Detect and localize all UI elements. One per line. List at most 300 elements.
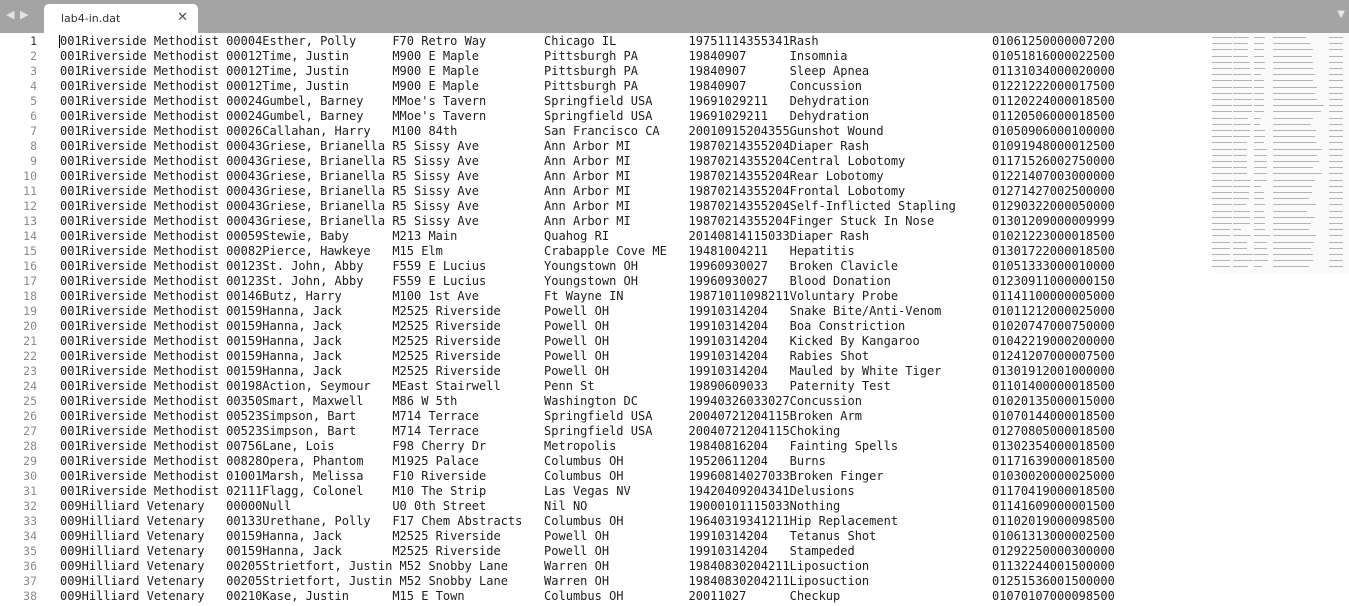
minimap-mark (1304, 93, 1315, 94)
minimap-mark (1329, 130, 1343, 131)
minimap-mark (1304, 180, 1316, 181)
minimap-mark (1273, 74, 1291, 75)
minimap-mark (1212, 266, 1230, 267)
minimap-mark (1304, 186, 1312, 187)
minimap-mark (1254, 74, 1261, 75)
minimap-mark (1254, 149, 1267, 150)
minimap-mark (1212, 142, 1232, 143)
code-line[interactable]: 001Riverside Methodist 00523Simpson, Bart M714 Terrace Springfield USA 20040721204115Choking 01270805000018500 (60, 424, 1115, 438)
minimap-mark (1329, 62, 1343, 63)
minimap-mark (1212, 56, 1232, 57)
minimap-mark (1212, 74, 1232, 75)
minimap-mark (1237, 130, 1250, 131)
minimap-mark (1273, 49, 1291, 50)
code-line[interactable]: 001Riverside Methodist 00012Time, Justin M900 E Maple Pittsburgh PA 19840907 Insomnia 01051816000022500 (60, 49, 1115, 63)
minimap-mark (1212, 260, 1230, 261)
code-line[interactable]: 009Hilliard Vetenary 00205Strietfort, Justin M52 Snobby Lane Warren OH 19840830204211Liposuction 01251536001500000 (60, 574, 1115, 588)
minimap-mark (1273, 167, 1291, 168)
code-line[interactable]: 009Hilliard Vetenary 00205Strietfort, Justin M52 Snobby Lane Warren OH 19840830204211Liposuction 01132244001500000 (60, 559, 1115, 573)
minimap-mark (1212, 93, 1232, 94)
code-line[interactable]: 001Riverside Methodist 00043Griese, Brianella R5 Sissy Ave Ann Arbor MI 19870214355204Central Lobotomy 01171526002750000 (60, 154, 1115, 168)
minimap-mark (1237, 118, 1248, 119)
minimap-mark (1291, 180, 1304, 181)
minimap-mark (1304, 99, 1318, 100)
minimap-mark (1329, 204, 1343, 205)
minimap-mark (1329, 37, 1343, 38)
minimap-mark (1212, 37, 1232, 38)
minimap-mark (1254, 211, 1264, 212)
minimap-mark (1273, 142, 1291, 143)
minimap-mark (1254, 204, 1265, 205)
minimap-mark (1304, 149, 1322, 150)
line-number: 31 (23, 484, 37, 498)
minimap-mark (1329, 80, 1343, 81)
minimap-mark (1291, 266, 1304, 267)
minimap-mark (1212, 198, 1232, 199)
code-line[interactable]: 001Riverside Methodist 00159Hanna, Jack M2525 Riverside Powell OH 19910314204 Snake Bite/Anti-Venom 01011212000025000 (60, 304, 1115, 318)
line-number: 21 (23, 334, 37, 348)
line-number: 15 (23, 244, 37, 258)
minimap-mark (1273, 87, 1291, 88)
minimap-mark (1273, 37, 1291, 38)
tab-title: lab4-in.dat (61, 12, 121, 25)
minimap-mark (1254, 192, 1264, 193)
minimap-mark (1254, 155, 1267, 156)
line-number: 23 (23, 364, 37, 378)
minimap-mark (1273, 99, 1291, 100)
code-line[interactable]: 001Riverside Methodist 00004Esther, Polly F70 Retro Way Chicago IL 19751114355341Rash 01061250000007200 (60, 34, 1115, 48)
minimap-mark (1237, 80, 1252, 81)
minimap-mark (1291, 248, 1304, 249)
code-line[interactable]: 001Riverside Methodist 00350Smart, Maxwell M86 W 5th Washington DC 19940326033027Concussion 01020135000015000 (60, 394, 1115, 408)
minimap-mark (1291, 217, 1304, 218)
minimap-mark (1291, 155, 1304, 156)
minimap-mark (1329, 173, 1343, 174)
minimap-mark (1237, 62, 1250, 63)
minimap-mark (1212, 223, 1232, 224)
minimap-mark (1329, 248, 1343, 249)
minimap-mark (1273, 173, 1291, 174)
minimap-mark (1329, 192, 1343, 193)
minimap-mark (1291, 186, 1304, 187)
minimap-mark (1329, 136, 1343, 137)
minimap-mark (1254, 87, 1264, 88)
tab-overflow-chevron-down-icon[interactable]: ▼ (1337, 9, 1345, 20)
minimap-mark (1237, 186, 1250, 187)
minimap-mark (1212, 235, 1230, 236)
minimap-mark (1329, 118, 1343, 119)
minimap-mark (1329, 105, 1343, 106)
code-line[interactable]: 001Riverside Methodist 00043Griese, Brianella R5 Sissy Ave Ann Arbor MI 19870214355204Rear Lobotomy 01221407003000000 (60, 169, 1115, 183)
minimap-mark (1304, 173, 1322, 174)
minimap-mark (1291, 43, 1304, 44)
minimap-mark (1212, 149, 1232, 150)
minimap-mark (1304, 118, 1313, 119)
line-number: 1 (30, 34, 37, 48)
minimap-mark (1237, 142, 1247, 143)
minimap-mark (1304, 167, 1313, 168)
minimap-mark (1291, 111, 1304, 112)
minimap-mark (1273, 56, 1291, 57)
minimap-mark (1304, 211, 1308, 212)
minimap-mark (1273, 192, 1291, 193)
minimap-mark (1304, 56, 1312, 57)
minimap-mark (1254, 235, 1269, 236)
minimap-mark (1237, 74, 1251, 75)
minimap-mark (1291, 229, 1304, 230)
minimap-mark (1254, 111, 1264, 112)
minimap-mark (1291, 93, 1304, 94)
minimap[interactable] (1212, 33, 1349, 273)
line-number: 12 (23, 199, 37, 213)
line-number: 3 (30, 64, 37, 78)
line-number: 10 (23, 169, 37, 183)
minimap-mark (1291, 74, 1304, 75)
minimap-mark (1237, 56, 1248, 57)
minimap-mark (1237, 161, 1247, 162)
minimap-mark (1291, 80, 1304, 81)
line-number: 13 (23, 214, 37, 228)
minimap-mark (1212, 229, 1230, 230)
minimap-mark (1237, 198, 1249, 199)
minimap-mark (1237, 180, 1251, 181)
minimap-mark (1304, 43, 1310, 44)
minimap-mark (1291, 68, 1304, 69)
minimap-mark (1329, 211, 1343, 212)
minimap-mark (1212, 62, 1232, 63)
minimap-mark (1212, 130, 1232, 131)
code-line[interactable]: 001Riverside Methodist 00043Griese, Brianella R5 Sissy Ave Ann Arbor MI 19870214355204Self-Inflicted Stapling 01290322000050000 (60, 199, 1115, 213)
tab-lab4-in[interactable] (44, 4, 198, 33)
minimap-mark (1329, 74, 1343, 75)
minimap-mark (1329, 186, 1343, 187)
minimap-mark (1304, 266, 1309, 267)
minimap-mark (1273, 68, 1291, 69)
line-number: 2 (30, 49, 37, 63)
minimap-mark (1254, 136, 1265, 137)
minimap-mark (1212, 242, 1230, 243)
minimap-mark (1291, 211, 1304, 212)
minimap-mark (1237, 111, 1252, 112)
minimap-mark (1273, 155, 1291, 156)
line-number: 34 (23, 529, 37, 543)
minimap-mark (1304, 87, 1318, 88)
minimap-mark (1237, 49, 1248, 50)
minimap-mark (1273, 254, 1291, 255)
minimap-mark (1291, 87, 1304, 88)
minimap-mark (1254, 62, 1265, 63)
minimap-mark (1254, 229, 1265, 230)
code-line[interactable]: 001Riverside Methodist 00026Callahan, Harry M100 84th San Francisco CA 20010915204355Gunshot Wound 01050906000100000 (60, 124, 1115, 138)
text-editor[interactable] (0, 33, 1349, 606)
minimap-mark (1329, 111, 1343, 112)
minimap-mark (1304, 142, 1317, 143)
line-number: 18 (23, 289, 37, 303)
line-number: 30 (23, 469, 37, 483)
code-line[interactable]: 001Riverside Methodist 00123St. John, Abby F559 E Lucius Youngstown OH 19960930027 Blood Donation 01230911000000150 (60, 274, 1115, 288)
line-number: 6 (30, 109, 37, 123)
minimap-mark (1304, 124, 1311, 125)
minimap-mark (1304, 155, 1318, 156)
minimap-mark (1254, 161, 1267, 162)
minimap-mark (1273, 229, 1291, 230)
line-number: 17 (23, 274, 37, 288)
scroll-tabs-right-icon[interactable]: ▶ (20, 8, 29, 21)
minimap-mark (1212, 186, 1232, 187)
minimap-mark (1291, 149, 1304, 150)
minimap-mark (1273, 211, 1291, 212)
minimap-mark (1273, 180, 1291, 181)
line-number: 35 (23, 544, 37, 558)
minimap-mark (1291, 105, 1304, 106)
minimap-mark (1237, 204, 1246, 205)
minimap-mark (1304, 105, 1324, 106)
minimap-mark (1291, 161, 1304, 162)
line-number: 25 (23, 394, 37, 408)
code-line[interactable]: 001Riverside Methodist 00043Griese, Brianella R5 Sissy Ave Ann Arbor MI 19870214355204Finger Stuck In Nose 01301209000009999 (60, 214, 1115, 228)
minimap-mark (1273, 149, 1291, 150)
minimap-mark (1291, 260, 1304, 261)
minimap-mark (1254, 198, 1264, 199)
minimap-mark (1237, 260, 1253, 261)
minimap-mark (1329, 93, 1343, 94)
code-line[interactable]: 001Riverside Methodist 00123St. John, Abby F559 E Lucius Youngstown OH 19960930027 Broken Clavicle 01051333000010000 (60, 259, 1115, 273)
minimap-mark (1304, 248, 1311, 249)
minimap-mark (1237, 68, 1250, 69)
minimap-mark (1237, 124, 1251, 125)
minimap-mark (1254, 260, 1268, 261)
minimap-mark (1254, 93, 1264, 94)
minimap-mark (1273, 124, 1291, 125)
line-number: 29 (23, 454, 37, 468)
scroll-tabs-left-icon[interactable]: ◀ (6, 8, 15, 21)
minimap-mark (1254, 223, 1265, 224)
minimap-mark (1329, 229, 1343, 230)
minimap-mark (1304, 229, 1309, 230)
minimap-mark (1304, 136, 1316, 137)
code-line[interactable]: 001Riverside Methodist 00012Time, Justin M900 E Maple Pittsburgh PA 19840907 Sleep Apnea 01131034000020000 (60, 64, 1115, 78)
code-line[interactable]: 009Hilliard Vetenary 00133Urethane, Polly F17 Chem Abstracts Columbus OH 19640319341211Hip Replacement 01102019000098500 (60, 514, 1115, 528)
code-line[interactable]: 001Riverside Methodist 00024Gumbel, Barney MMoe's Tavern Springfield USA 19691029211 Dehydration 01120506000018500 (60, 109, 1115, 123)
code-line[interactable]: 001Riverside Methodist 00159Hanna, Jack M2525 Riverside Powell OH 19910314204 Boa Constriction 01020747000750000 (60, 319, 1115, 333)
minimap-mark (1273, 260, 1291, 261)
minimap-mark (1212, 204, 1232, 205)
minimap-mark (1329, 99, 1343, 100)
minimap-mark (1254, 43, 1264, 44)
minimap-mark (1212, 111, 1232, 112)
minimap-mark (1273, 105, 1291, 106)
minimap-mark (1273, 235, 1291, 236)
minimap-mark (1291, 37, 1304, 38)
line-number: 4 (30, 79, 37, 93)
code-line[interactable]: 009Hilliard Vetenary 00159Hanna, Jack M2525 Riverside Powell OH 19910314204 Tetanus Shot 01061313000002500 (60, 529, 1115, 543)
line-number: 26 (23, 409, 37, 423)
minimap-mark (1273, 248, 1291, 249)
minimap-mark (1254, 130, 1265, 131)
minimap-mark (1237, 192, 1249, 193)
minimap-mark (1254, 68, 1265, 69)
code-line[interactable]: 001Riverside Methodist 00059Stewie, Baby M213 Main Quahog RI 20140814115033Diaper Rash 01021223000018500 (60, 229, 1115, 243)
minimap-mark (1237, 266, 1248, 267)
minimap-mark (1237, 223, 1250, 224)
minimap-mark (1304, 235, 1317, 236)
close-icon[interactable]: ✕ (177, 10, 188, 25)
minimap-mark (1291, 192, 1304, 193)
minimap-mark (1237, 235, 1251, 236)
minimap-mark (1304, 130, 1317, 131)
minimap-mark (1273, 62, 1291, 63)
minimap-mark (1329, 242, 1343, 243)
minimap-mark (1212, 99, 1232, 100)
minimap-mark (1212, 161, 1232, 162)
code-line[interactable]: 001Riverside Methodist 00012Time, Justin M900 E Maple Pittsburgh PA 19840907 Concussion 01221222000017500 (60, 79, 1115, 93)
line-number: 24 (23, 379, 37, 393)
minimap-mark (1212, 136, 1232, 137)
line-number: 8 (30, 139, 37, 153)
code-line[interactable]: 001Riverside Methodist 00828Opera, Phantom M1925 Palace Columbus OH 19520611204 Burns 01171639000018500 (60, 454, 1115, 468)
code-line[interactable]: 001Riverside Methodist 00082Pierce, Hawkeye M15 Elm Crabapple Cove ME 19481004211 Hepatitis 01301722000018500 (60, 244, 1115, 258)
minimap-mark (1273, 43, 1291, 44)
minimap-mark (1273, 161, 1291, 162)
minimap-mark (1291, 254, 1304, 255)
minimap-mark (1254, 254, 1268, 255)
minimap-mark (1304, 111, 1321, 112)
text-cursor (59, 35, 60, 48)
minimap-mark (1254, 180, 1267, 181)
minimap-mark (1254, 99, 1264, 100)
code-line[interactable]: 001Riverside Methodist 00159Hanna, Jack M2525 Riverside Powell OH 19910314204 Mauled by White Tiger 01301912001000000 (60, 364, 1115, 378)
minimap-mark (1237, 173, 1247, 174)
minimap-mark (1291, 118, 1304, 119)
minimap-mark (1237, 99, 1252, 100)
minimap-mark (1329, 254, 1343, 255)
minimap-mark (1212, 118, 1232, 119)
minimap-mark (1212, 105, 1232, 106)
minimap-mark (1212, 87, 1232, 88)
minimap-mark (1212, 167, 1232, 168)
minimap-mark (1304, 217, 1315, 218)
minimap-mark (1212, 180, 1232, 181)
code-line[interactable]: 001Riverside Methodist 00159Hanna, Jack M2525 Riverside Powell OH 19910314204 Kicked By Kangaroo 01042219000200000 (60, 334, 1115, 348)
line-number: 36 (23, 559, 37, 573)
line-number: 16 (23, 259, 37, 273)
code-line[interactable]: 009Hilliard Vetenary 00159Hanna, Jack M2525 Riverside Powell OH 19910314204 Stampeded 01292250000300000 (60, 544, 1115, 558)
code-line[interactable]: 001Riverside Methodist 00198Action, Seymour MEast Stairwell Penn St 19890609033 Paternity Test 01101400000018500 (60, 379, 1115, 393)
minimap-mark (1329, 155, 1343, 156)
minimap-mark (1254, 242, 1267, 243)
minimap-mark (1212, 80, 1232, 81)
minimap-mark (1273, 111, 1291, 112)
minimap-mark (1254, 167, 1267, 168)
minimap-mark (1291, 130, 1304, 131)
minimap-mark (1304, 37, 1307, 38)
minimap-mark (1254, 118, 1261, 119)
line-number: 5 (30, 94, 37, 108)
line-number: 22 (23, 349, 37, 363)
minimap-mark (1329, 149, 1343, 150)
minimap-mark (1291, 124, 1304, 125)
line-number: 14 (23, 229, 37, 243)
code-line[interactable]: 001Riverside Methodist 00024Gumbel, Barney MMoe's Tavern Springfield USA 19691029211 Dehydration 01120224000018500 (60, 94, 1115, 108)
tab-bar (0, 0, 1349, 33)
minimap-mark (1304, 260, 1313, 261)
minimap-mark (1237, 217, 1250, 218)
minimap-mark (1254, 266, 1262, 267)
minimap-mark (1273, 80, 1291, 81)
minimap-mark (1273, 136, 1291, 137)
code-line[interactable]: 001Riverside Methodist 02111Flagg, Colonel M10 The Strip Las Vegas NV 19420409204341Delusions 01170419000018500 (60, 484, 1115, 498)
minimap-mark (1273, 242, 1291, 243)
minimap-mark (1237, 87, 1252, 88)
minimap-mark (1237, 93, 1252, 94)
minimap-mark (1212, 217, 1232, 218)
code-line[interactable]: 001Riverside Methodist 00523Simpson, Bart M714 Terrace Springfield USA 20040721204115Broken Arm 01070144000018500 (60, 409, 1115, 423)
minimap-mark (1329, 180, 1343, 181)
minimap-mark (1291, 242, 1304, 243)
minimap-mark (1273, 186, 1291, 187)
minimap-mark (1304, 161, 1319, 162)
minimap-mark (1304, 80, 1313, 81)
code-line[interactable]: 009Hilliard Vetenary 00210Kase, Justin M15 E Town Columbus OH 20011027 Checkup 01070107000098500 (60, 589, 1115, 603)
code-line[interactable]: 009Hilliard Vetenary 00000Null U0 0th Street Nil NO 19000101115033Nothing 01141609000001500 (60, 499, 1115, 513)
minimap-mark (1329, 56, 1343, 57)
minimap-mark (1304, 68, 1313, 69)
minimap-mark (1291, 62, 1304, 63)
minimap-mark (1273, 130, 1291, 131)
minimap-mark (1212, 68, 1232, 69)
minimap-mark (1304, 192, 1312, 193)
minimap-mark (1329, 43, 1343, 44)
minimap-mark (1237, 149, 1247, 150)
minimap-mark (1254, 80, 1264, 81)
minimap-mark (1273, 204, 1291, 205)
minimap-mark (1254, 49, 1264, 50)
minimap-mark (1237, 211, 1250, 212)
minimap-mark (1304, 49, 1313, 50)
code-line[interactable]: 001Riverside Methodist 00159Hanna, Jack M2525 Riverside Powell OH 19910314204 Rabies Shot 01241207000007500 (60, 349, 1115, 363)
code-line[interactable]: 001Riverside Methodist 00043Griese, Brianella R5 Sissy Ave Ann Arbor MI 19870214355204Frontal Lobotomy 01271427002500000 (60, 184, 1115, 198)
code-line[interactable]: 001Riverside Methodist 00043Griese, Brianella R5 Sissy Ave Ann Arbor MI 19870214355204Diaper Rash 01091948000012500 (60, 139, 1115, 153)
minimap-mark (1273, 93, 1291, 94)
minimap-mark (1329, 260, 1343, 261)
minimap-mark (1329, 223, 1343, 224)
line-number: 11 (23, 184, 37, 198)
minimap-mark (1212, 248, 1230, 249)
minimap-mark (1212, 155, 1232, 156)
minimap-mark (1329, 198, 1343, 199)
minimap-mark (1254, 37, 1265, 38)
minimap-mark (1237, 105, 1252, 106)
code-line[interactable]: 001Riverside Methodist 01001Marsh, Melissa F10 Riverside Columbus OH 19960814027033Broken Finger 01030020000025000 (60, 469, 1115, 483)
line-number: 33 (23, 514, 37, 528)
minimap-mark (1254, 56, 1264, 57)
minimap-mark (1237, 229, 1241, 230)
minimap-mark (1237, 155, 1247, 156)
minimap-mark (1237, 167, 1247, 168)
code-line[interactable]: 001Riverside Methodist 00756Lane, Lois F98 Cherry Dr Metropolis 19840816204 Fainting Spells 01302354000018500 (60, 439, 1115, 453)
minimap-mark (1304, 198, 1309, 199)
minimap-mark (1304, 223, 1311, 224)
line-number: 32 (23, 499, 37, 513)
minimap-mark (1329, 49, 1343, 50)
line-number: 20 (23, 319, 37, 333)
minimap-mark (1329, 167, 1343, 168)
minimap-mark (1212, 49, 1232, 50)
minimap-mark (1291, 99, 1304, 100)
code-line[interactable]: 001Riverside Methodist 00146Butz, Harry M100 1st Ave Ft Wayne IN 19871011098211Voluntary Probe 01141100000005000 (60, 289, 1115, 303)
line-number: 9 (30, 154, 37, 168)
minimap-mark (1291, 167, 1304, 168)
